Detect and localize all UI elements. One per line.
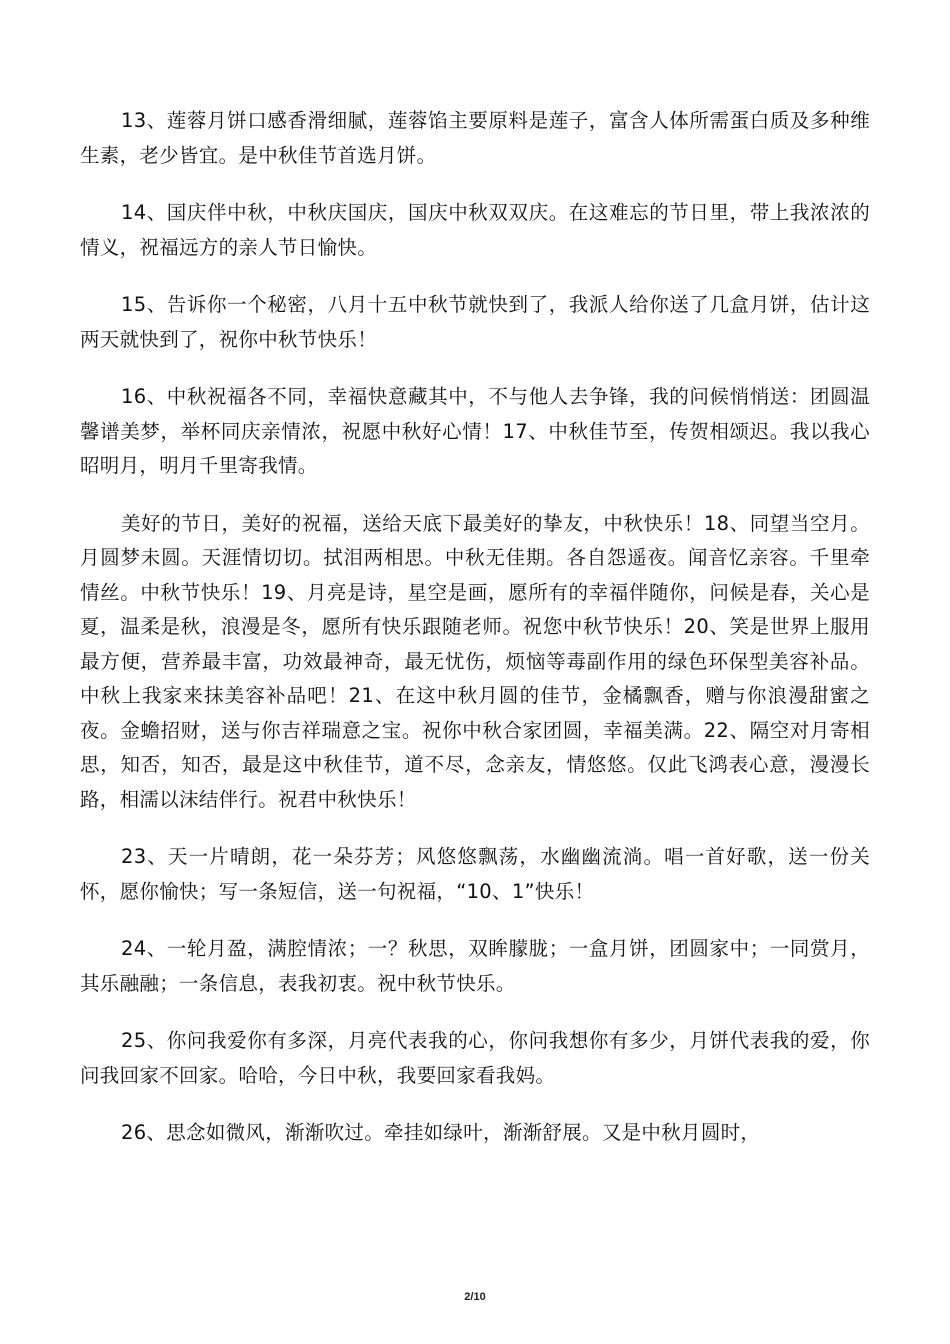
paragraph-18-22: 美好的节日，美好的祝福，送给天底下最美好的挚友，中秋快乐！18、同望当空月。月圆梦未圆。天涯情切切。拭泪两相思。中秋无佳期。各自怨遥夜。闻音忆亲容。千里牵情丝。中秋节快乐！19、月亮是诗，星空是画，愿所有的幸福伴随你，问候是春，关心是夏，温柔是秋，浪漫是冬，愿所有快乐跟随老师。祝您中秋节快乐！20、笑是世界上服用最方便，营养最丰富，功效最神奇，最无忧伤，烦恼等毒副作用的绿色环保型美容补品。中秋上我家来抹美容补品吧！21、在这中秋月圆的佳节，金橘飘香，赠与你浪漫甜蜜之夜。金蟾招财，送与你吉祥瑞意之宝。祝你中秋合家团圆，幸福美满。22、隔空对月寄相思，知否，知否，最是这中秋佳节，道不尽，念亲友，情悠悠。仅此飞鸿表心意，漫漫长路，相濡以沫结伴行。祝君中秋快乐！ xyxy=(80,511,870,811)
page-number: 2/10 xyxy=(464,1291,486,1303)
paragraph-23: 23、天一片晴朗，花一朵芬芳；风悠悠飘荡，水幽幽流淌。唱一首好歌，送一份关怀，愿你愉快；写一条短信，送一句祝福，“10、1”快乐！ xyxy=(80,845,870,903)
paragraph-15: 15、告诉你一个秘密，八月十五中秋节就快到了，我派人给你送了几盒月饼，估计这两天就快到了，祝你中秋节快乐！ xyxy=(80,293,870,351)
paragraph-26: 26、思念如微风，渐渐吹过。牵挂如绿叶，渐渐舒展。又是中秋月圆时， xyxy=(121,1121,761,1144)
paragraph-13: 13、莲蓉月饼口感香滑细腻，莲蓉馅主要原料是莲子，富含人体所需蛋白质及多种维生素，老少皆宜。是中秋佳节首选月饼。 xyxy=(80,109,870,167)
document-body xyxy=(80,104,870,1174)
paragraph-24: 24、一轮月盈，满腔情浓；一？秋思，双眸朦胧；一盒月饼，团圆家中；一同赏月，其乐融融；一条信息，表我初衷。祝中秋节快乐。 xyxy=(80,937,870,995)
paragraph-16-17: 16、中秋祝福各不同，幸福快意藏其中，不与他人去争锋，我的问候悄悄送：团圆温馨谱美梦，举杯同庆亲情浓，祝愿中秋好心情！17、中秋佳节至，传贺相颂迟。我以我心昭明月，明月千里寄我情。 xyxy=(80,385,870,477)
paragraph-25: 25、你问我爱你有多深，月亮代表我的心，你问我想你有多少，月饼代表我的爱，你问我回家不回家。哈哈，今日中秋，我要回家看我妈。 xyxy=(80,1029,870,1087)
paragraph-14: 14、国庆伴中秋，中秋庆国庆，国庆中秋双双庆。在这难忘的节日里，带上我浓浓的情义，祝福远方的亲人节日愉快。 xyxy=(80,201,870,259)
